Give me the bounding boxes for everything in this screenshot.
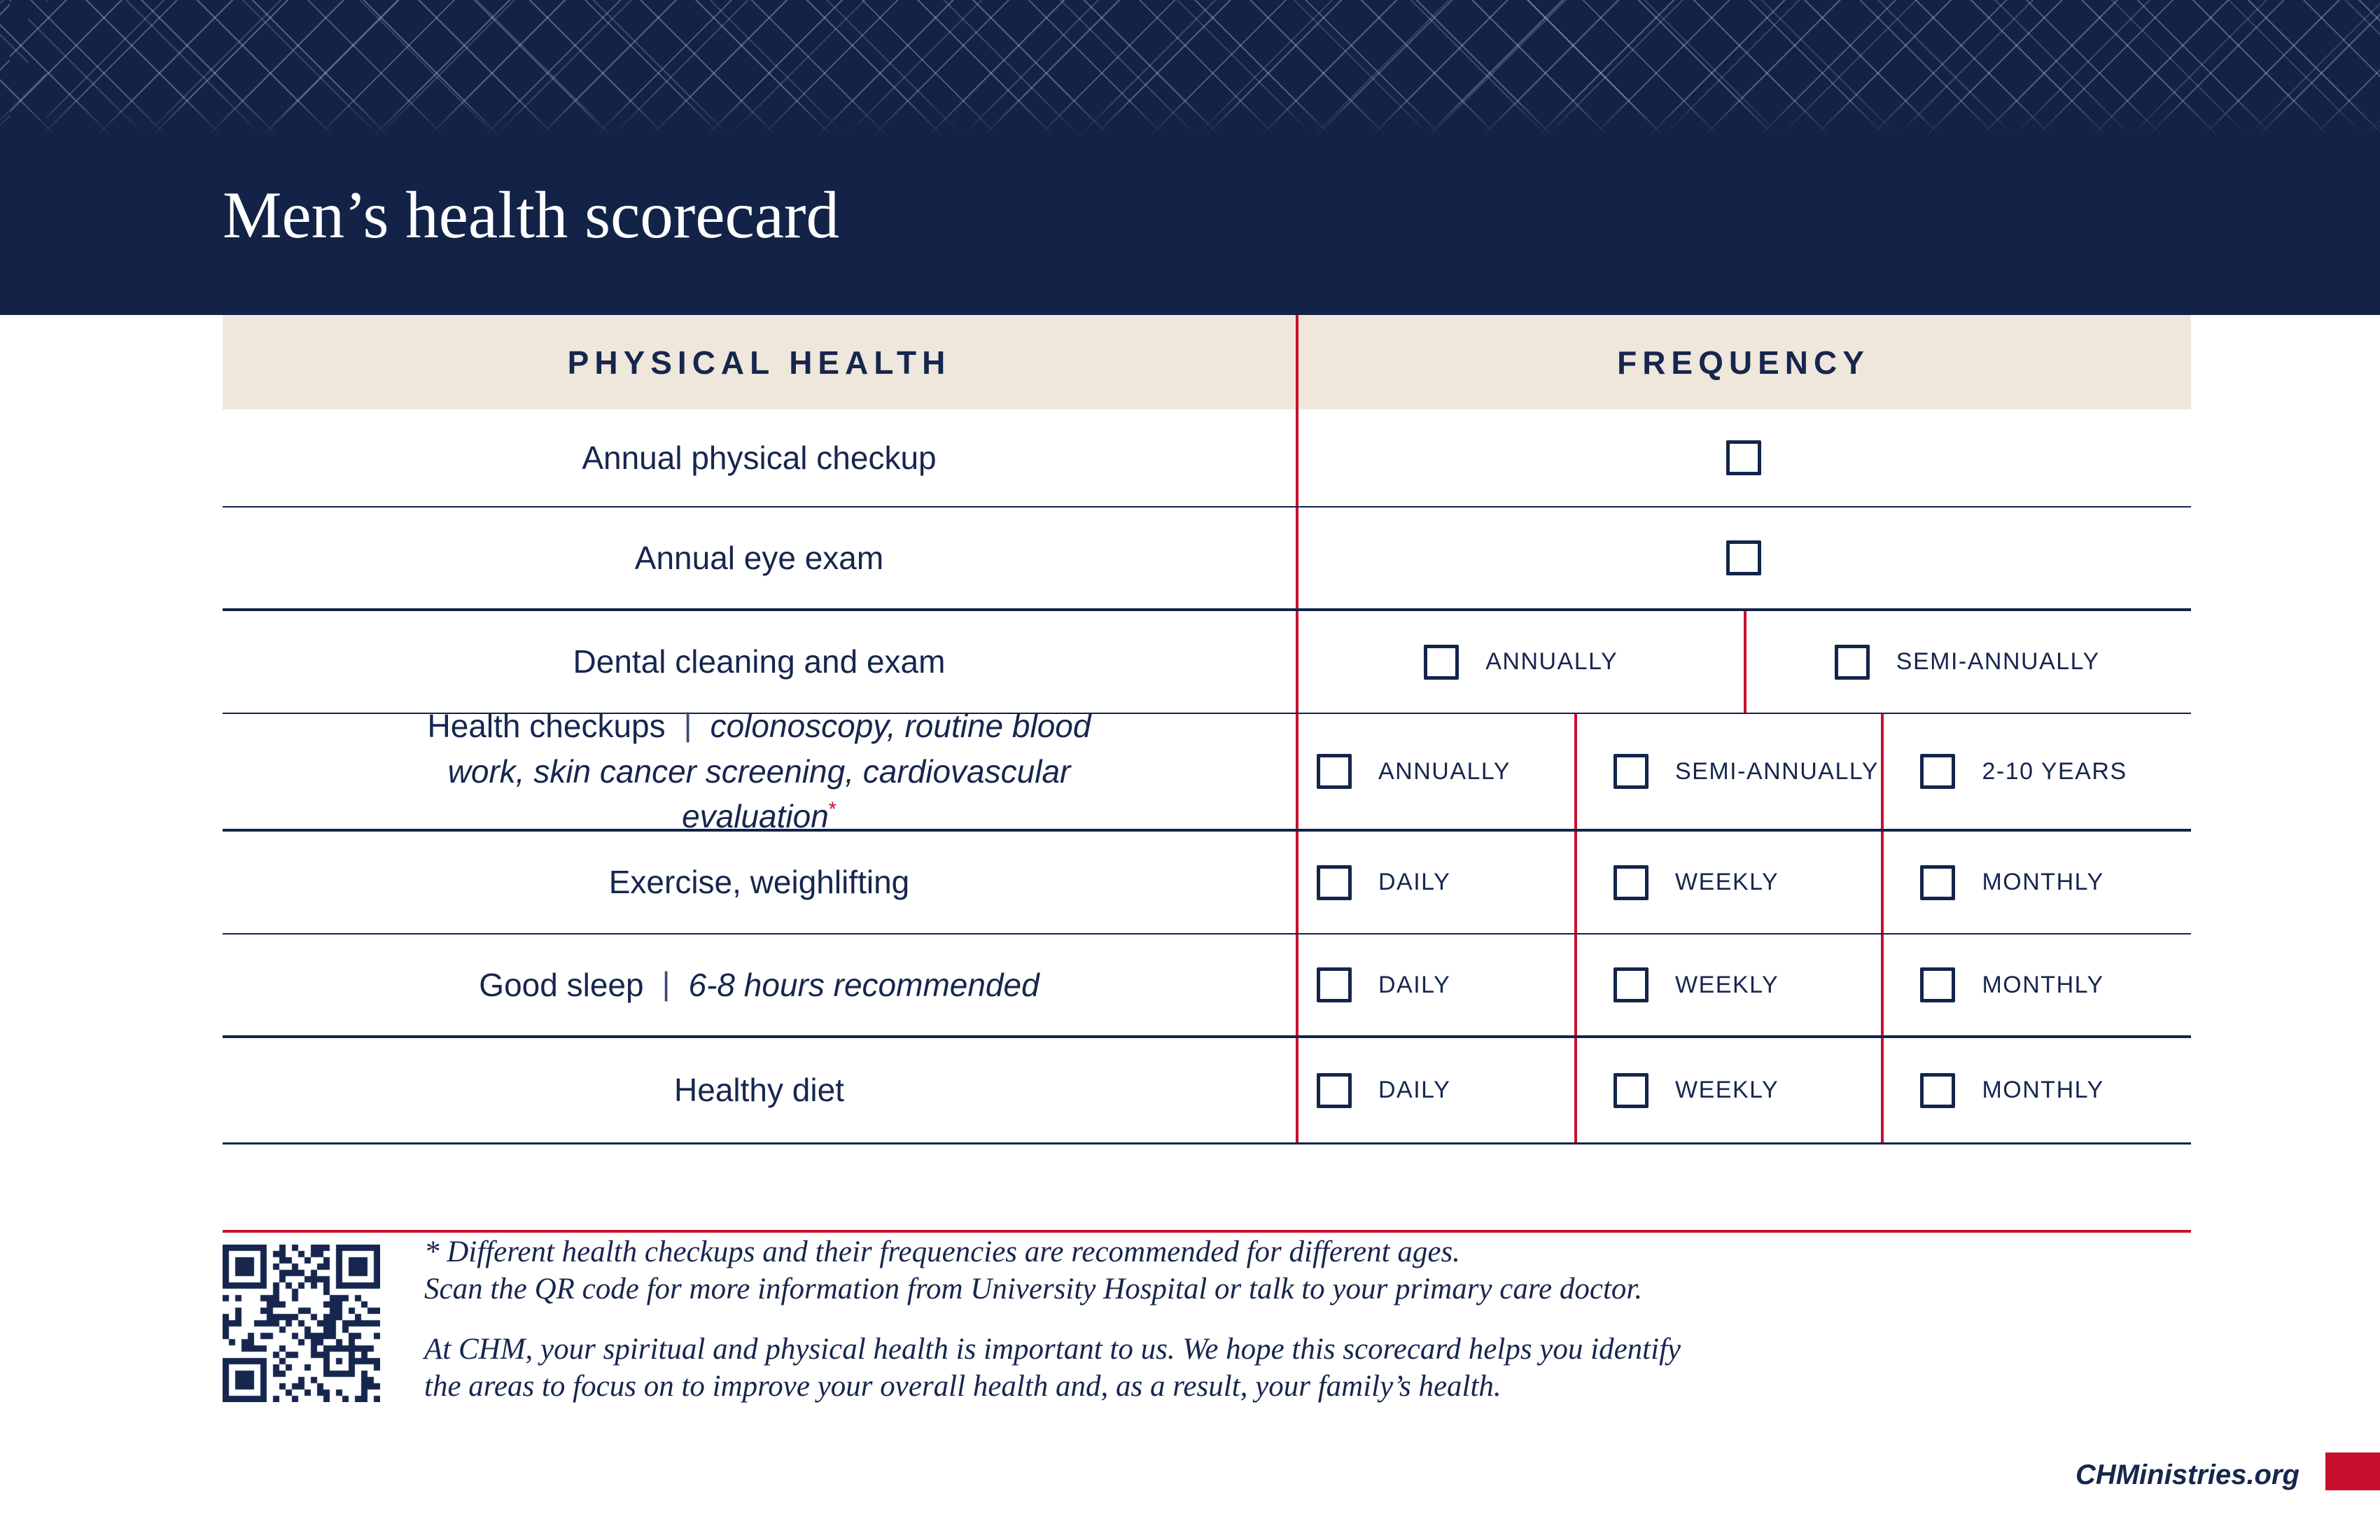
table-row [223,507,2191,611]
option-label: SEMI-ANNUALLY [1896,648,2100,675]
row-label-cell [223,706,1298,835]
frequency-option[interactable] [1881,1038,2188,1142]
checkbox[interactable] [1424,645,1459,680]
table-header-row [223,315,2191,410]
row-label-cell [223,832,1298,933]
label-divider: | [683,706,692,743]
option-label: MONTHLY [1982,869,2104,895]
table-row [223,410,2191,507]
frequency-option[interactable] [1744,611,2189,713]
frequency-option[interactable] [1298,1038,1574,1142]
footnotes [424,1233,1681,1405]
option-label: 2-10 YEARS [1982,757,2127,785]
checkbox[interactable] [1614,1073,1648,1108]
footer-divider [223,1230,2191,1233]
option-label: SEMI-ANNUALLY [1675,757,1879,785]
row-label-note: colonoscopy, routine blood work, skin cancer screening, cardiovascular evaluation [447,708,1091,835]
footnote-line: Scan the QR code for more information from University Hospital or talk to your primary care doctor. [424,1273,1643,1306]
option-label: DAILY [1378,869,1451,895]
checkbox[interactable] [1920,967,1955,1002]
frequency-option[interactable] [1574,1038,1881,1142]
checkbox[interactable] [1317,754,1352,789]
checkbox[interactable] [1920,865,1955,900]
frequency-option[interactable] [1574,934,1881,1035]
checkbox[interactable] [1726,540,1761,575]
checkbox[interactable] [1614,754,1648,789]
row-label: Exercise, weighlifting [608,864,910,901]
column-header-physical-health: PHYSICAL HEALTH [223,315,1298,410]
column-header-frequency: FREQUENCY [1617,344,1870,381]
scorecard-table [223,315,2191,1144]
frequency-cell [1298,1038,2188,1142]
table-row [223,934,2191,1038]
frequency-cell [1298,507,2188,608]
frequency-option[interactable] [1574,714,1881,829]
option-label: MONTHLY [1982,971,2104,998]
checkbox[interactable] [1614,967,1648,1002]
option-label: DAILY [1378,971,1451,998]
row-label: Healthy diet [674,1072,844,1109]
footnote-line: * Different health checkups and their frequencies are recommended for different ages. [424,1236,1460,1268]
crosshatch-pattern [0,0,2380,136]
option-label: WEEKLY [1675,971,1779,998]
frequency-cell [1298,832,2188,933]
frequency-cell [1298,410,2188,506]
option-label: WEEKLY [1675,869,1779,895]
table-row [223,832,2191,934]
row-label: Good sleep [479,966,644,1003]
frequency-option[interactable] [1298,832,1574,933]
frequency-option[interactable] [1881,714,2188,829]
frequency-option[interactable] [1298,611,1744,713]
checkbox[interactable] [1726,440,1761,475]
footnote-line: the areas to focus on to improve your overall health and, as a result, your family’s health. [424,1370,1502,1403]
row-label: Annual eye exam [634,539,884,576]
qr-code [223,1245,380,1402]
checkbox[interactable] [1835,645,1870,680]
row-label-note: 6-8 hours recommended [688,966,1040,1003]
checkbox[interactable] [1920,1073,1955,1108]
row-label-cell [223,1038,1298,1142]
frequency-option[interactable] [1574,832,1881,933]
frequency-option[interactable] [1298,934,1574,1035]
row-label-cell [223,611,1298,713]
option-label: ANNUALLY [1485,648,1618,675]
option-label: ANNUALLY [1378,757,1511,785]
footnote-asterisk: * [828,798,836,821]
hero-banner [0,0,2380,315]
brand-red-block [2325,1452,2380,1490]
table-row [223,611,2191,714]
checkbox[interactable] [1317,865,1352,900]
checkbox[interactable] [1920,754,1955,789]
checkbox[interactable] [1317,967,1352,1002]
checkbox[interactable] [1614,865,1648,900]
option-label: MONTHLY [1982,1077,2104,1103]
checkbox[interactable] [1317,1073,1352,1108]
row-label: Annual physical checkup [582,439,937,476]
frequency-option[interactable] [1298,714,1574,829]
row-label-cell [223,507,1298,608]
frequency-option[interactable] [1881,832,2188,933]
frequency-option[interactable] [1881,934,2188,1035]
frequency-cell [1298,934,2188,1035]
option-label: WEEKLY [1675,1077,1779,1103]
footnote-chm-paragraph [424,1331,1681,1405]
frequency-cell [1298,611,2188,713]
page-title: Men’s health scorecard [223,178,840,252]
label-divider: | [662,965,671,1002]
row-label: Health checkups [427,708,666,745]
footnote-line: At CHM, your spiritual and physical health is important to us. We hope this scorecard helps you identify [424,1333,1681,1366]
row-label: Dental cleaning and exam [573,643,946,680]
row-label-cell [223,934,1298,1035]
website-link[interactable]: CHMinistries.org [2075,1460,2300,1490]
option-label: DAILY [1378,1077,1451,1103]
frequency-cell [1298,714,2188,829]
table-row [223,706,2191,835]
footnote-asterisk-paragraph [424,1233,1681,1308]
table-row [223,1038,2191,1144]
row-label-cell [223,410,1298,506]
